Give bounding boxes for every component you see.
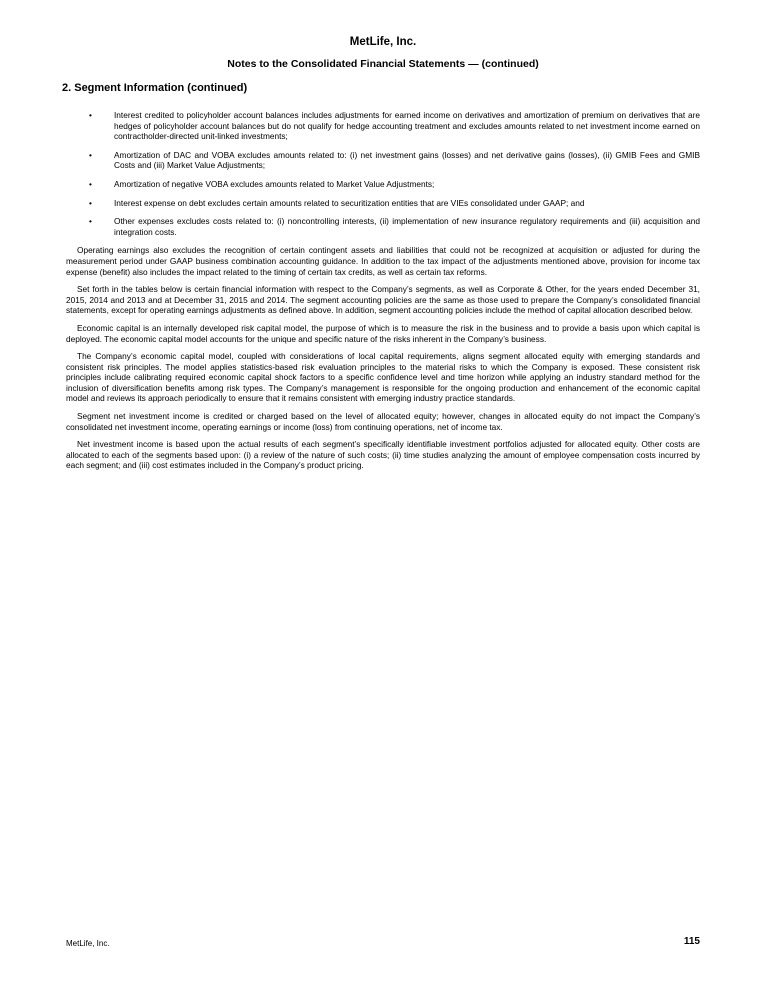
paragraph: Economic capital is an internally developed risk capital model, the purpose of which is to measure the risk in the business and to provide a basis upon which capital is deployed. The economic capital model accounts for the unique and specific nature of the risks inherent in the Company’s business. (66, 322, 700, 344)
bullet-icon: • (89, 110, 92, 120)
bullet-text: Amortization of DAC and VOBA excludes amounts related to: (i) net investment gains (losses) and net derivative gains (losses), (ii) GMIB Fees and GMIB Costs and (iii) Market Value Adjustments; (114, 149, 700, 171)
bullet-item (66, 110, 700, 142)
bullet-list (66, 110, 700, 237)
paragraph: Operating earnings also excludes the recognition of certain contingent assets and liabilities that could not be recognized at acquisition or adjusted for during the measurement period under GAAP business combination accounting guidance. In addition to the tax impact of the adjustments mentioned above, provision for income tax expense (benefit) also includes the impact related to the timing of certain tax credits, as well as certain tax reforms. (66, 245, 700, 277)
bullet-item (66, 150, 700, 171)
page-number: 115 (683, 936, 700, 947)
bullet-item (66, 179, 700, 190)
company-name: MetLife, Inc. (349, 36, 417, 48)
bullet-icon: • (89, 178, 92, 189)
bullet-text: Interest credited to policyholder account balances includes adjustments for earned income on derivatives and amortization of premium on derivatives that are hedges of policyholder account balances but do not qualify for hedge accounting treatment and excludes amounts related to net investment income earned on contractholder-directed unit-linked investments; (114, 110, 700, 142)
paragraph: Set forth in the tables below is certain financial information with respect to the Company’s segments, as well as Corporate & Other, for the years ended December 31, 2015, 2014 and 2013 and at December 31, 2015 and 2014. The segment accounting policies are the same as those used to prepare the Company’s consolidated financial statements, except for operating earnings adjustments as defined above. In addition, segment accounting policies include the method of capital allocation described below. (66, 284, 700, 316)
bullet-icon: • (89, 149, 92, 160)
paragraph: The Company’s economic capital model, coupled with considerations of local capital requirements, aligns segment allocated equity with emerging standards and consistent risk principles. The model applies statistics-based risk evaluation principles to the material risks to which the Company is exposed. These consistent risk principles include calibrating required economic capital shock factors to a specific confidence level and time horizon while applying an industry standard method for the inclusion of diversification benefits among risk types. The Company’s management is responsible for the ongoing production and enhancement of the economic capital model and reviews its approach periodically to ensure that it remains consistent with emerging industry practice standards. (66, 351, 700, 404)
bullet-text: Interest expense on debt excludes certain amounts related to securitization entities that are VIEs consolidated under GAAP; and (114, 197, 585, 208)
bullet-icon: • (89, 197, 92, 208)
paragraph: Segment net investment income is credited or charged based on the level of allocated equity; however, changes in allocated equity do not impact the Company’s consolidated net investment income, operating earnings or income (loss) from continuing operations, net of income tax. (66, 411, 700, 432)
bullet-text: Amortization of negative VOBA excludes amounts related to Market Value Adjustments; (114, 178, 435, 189)
bullet-item (66, 198, 700, 209)
bullet-item (66, 216, 700, 237)
bullet-text: Other expenses excludes costs related to: (i) noncontrolling interests, (ii) implementation of new insurance regulatory requirements and (iii) acquisition and integration costs. (114, 216, 700, 237)
bullet-icon: • (89, 216, 92, 227)
paragraph: Net investment income is based upon the actual results of each segment’s specifically identifiable investment portfolios adjusted for allocated equity. Other costs are allocated to each of the segments based upon: (i) a review of the nature of such costs; (ii) time studies analyzing the amount of employee compensation costs incurred by each segment; and (iii) cost estimates included in the Company’s product pricing. (66, 439, 700, 471)
section-title: 2. Segment Information (continued) (62, 82, 248, 94)
document-body (66, 110, 700, 478)
notes-title: Notes to the Consolidated Financial Statements — (continued) (227, 58, 539, 70)
footer-company: MetLife, Inc. (66, 939, 110, 948)
